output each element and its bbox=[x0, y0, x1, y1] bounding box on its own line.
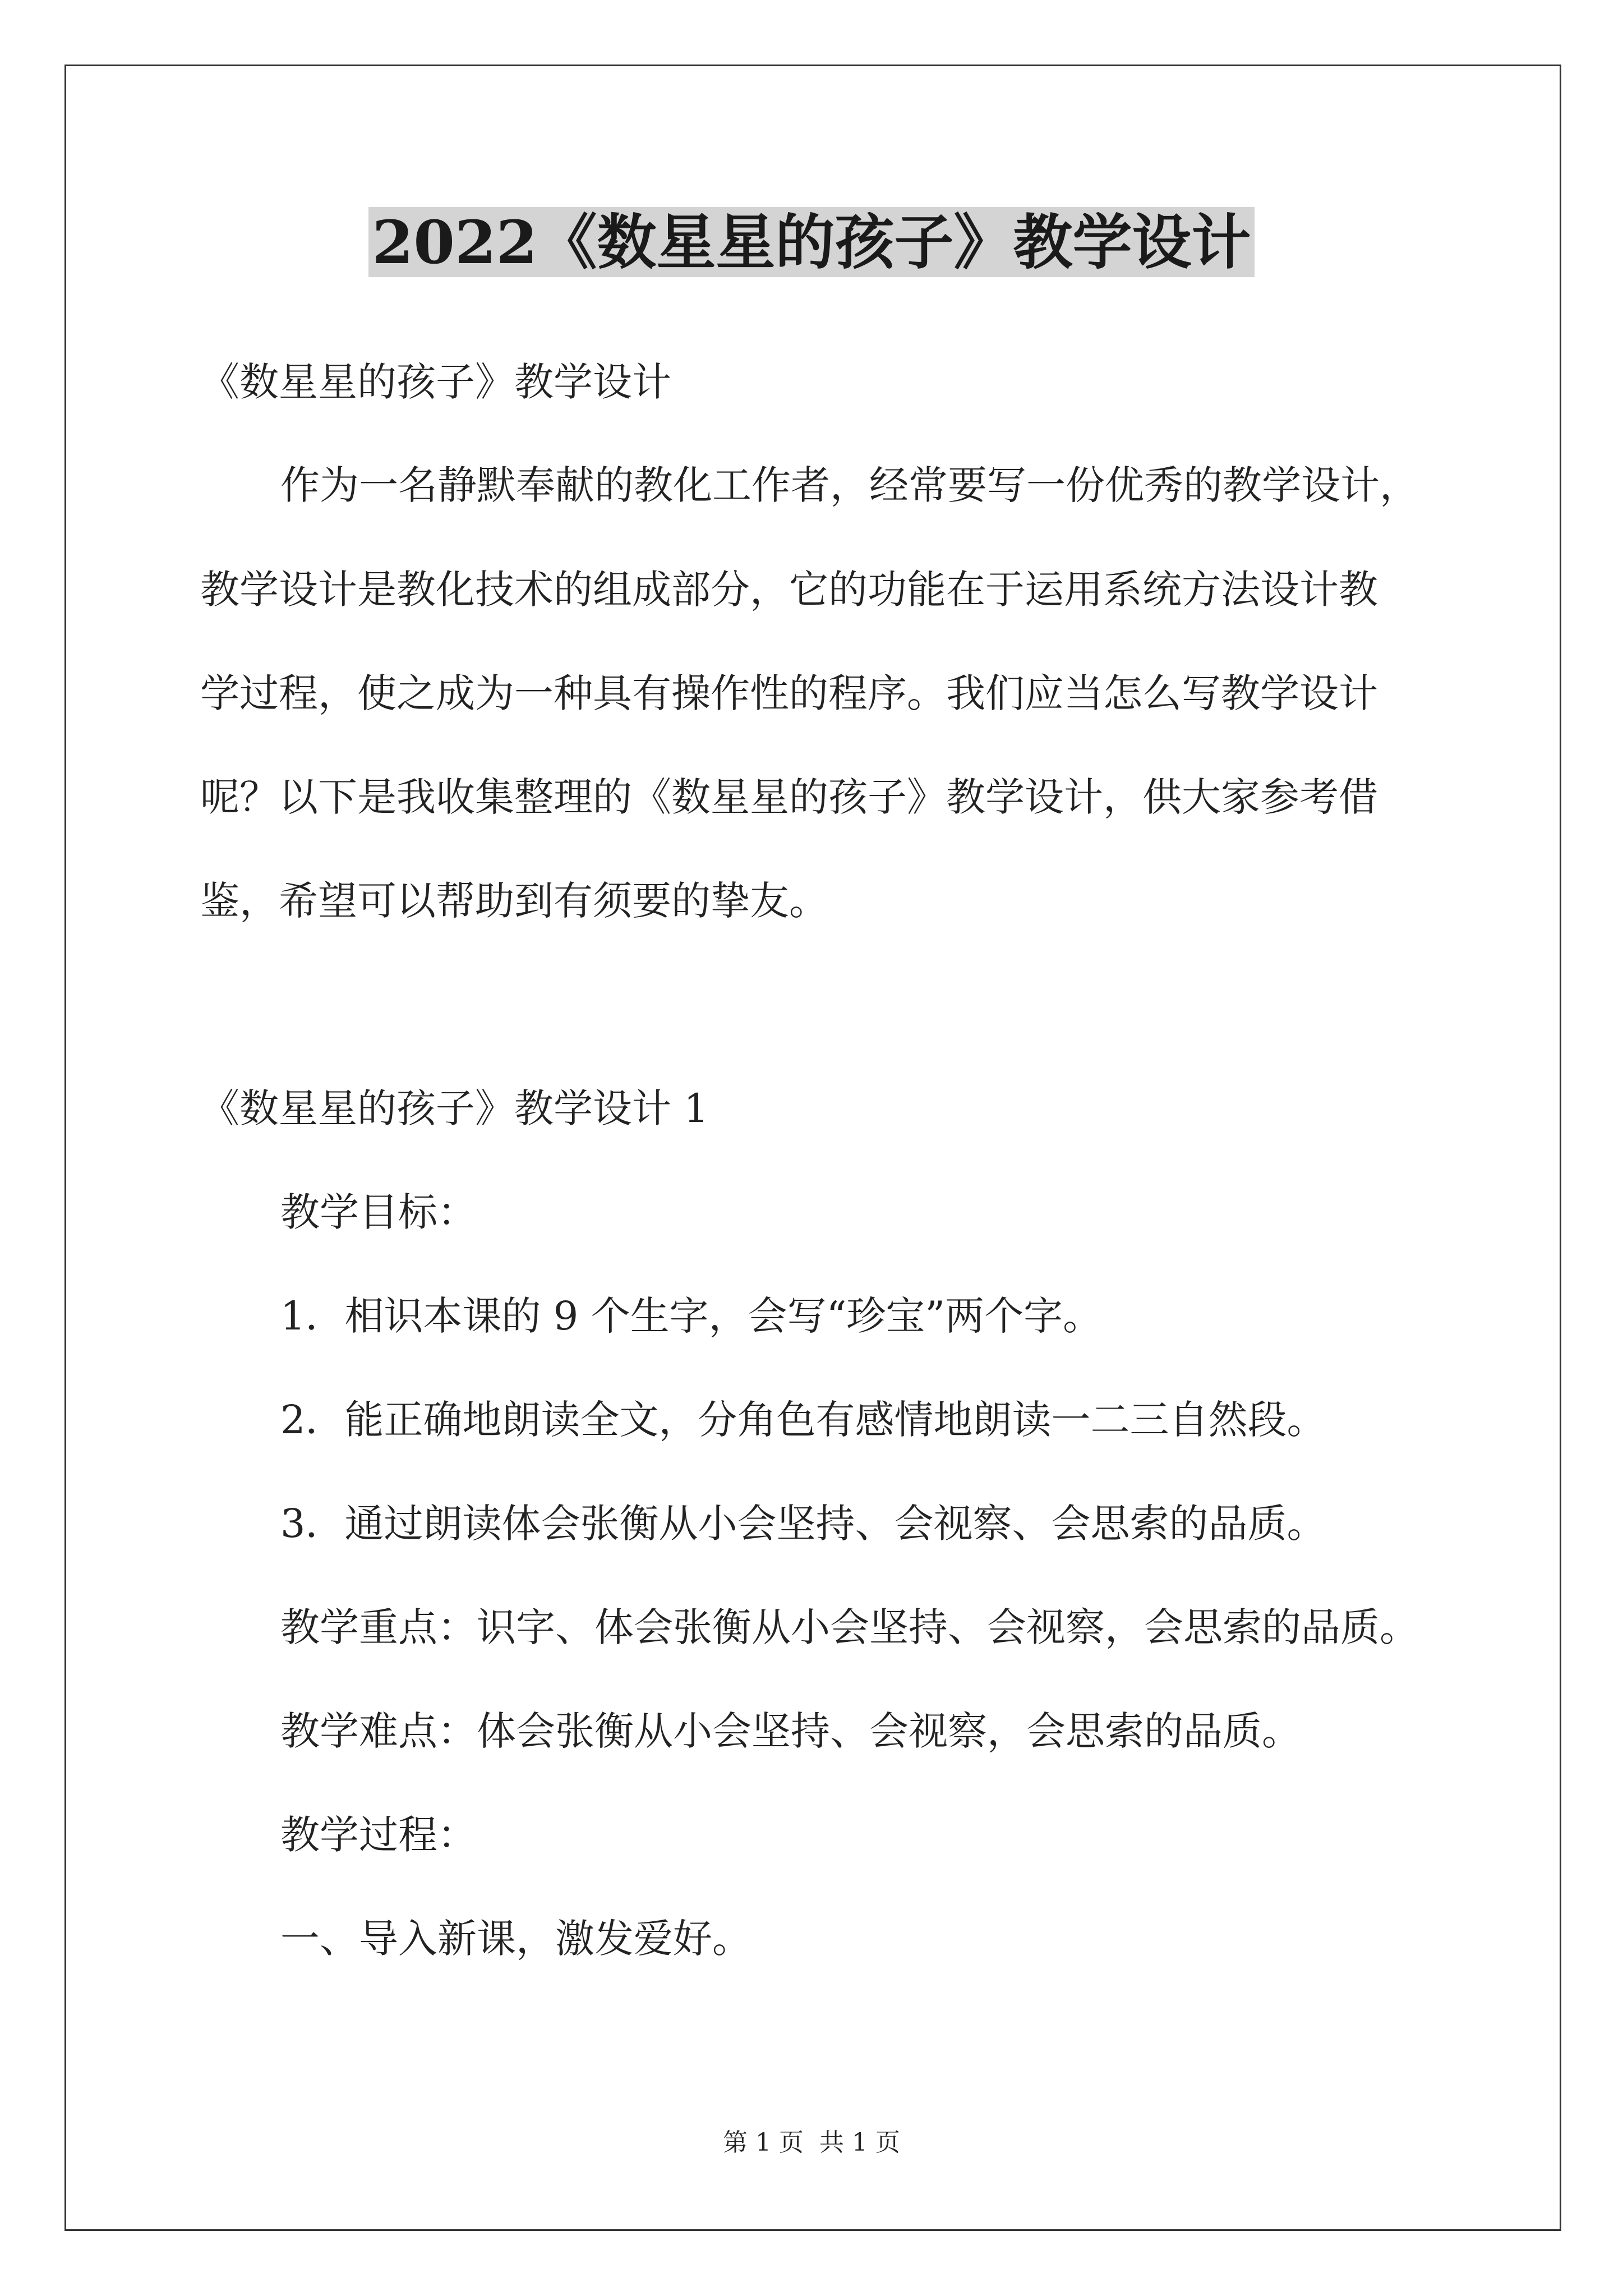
body-line-key-points: 教学重点：识字、体会张衡从小会坚持、会视察，会思索的品质。 bbox=[280, 1604, 1419, 1650]
title-text: 2022《数星星的孩子》教学设计 bbox=[368, 207, 1254, 277]
section-heading: 《数星星的孩子》教学设计 1 bbox=[200, 1085, 709, 1131]
subtitle: 《数星星的孩子》教学设计 bbox=[200, 359, 671, 405]
intro-line-1: 作为一名静默奉献的教化工作者，经常要写一份优秀的教学设计， bbox=[280, 462, 1419, 508]
intro-line-3: 学过程，使之成为一种具有操作性的程序。我们应当怎么写教学设计 bbox=[200, 670, 1378, 716]
body-line-objective-3: 3．通过朗读体会张衡从小会坚持、会视察、会思索的品质。 bbox=[280, 1501, 1326, 1547]
body-line-objective-2: 2．能正确地朗读全文，分角色有感情地朗读一二三自然段。 bbox=[280, 1397, 1326, 1443]
body-line-step-1: 一、导入新课，激发爱好。 bbox=[280, 1916, 751, 1962]
intro-line-2: 教学设计是教化技术的组成部分，它的功能在于运用系统方法设计教 bbox=[200, 567, 1378, 613]
page-footer bbox=[0, 2123, 1623, 2162]
intro-line-4: 呢？以下是我收集整理的《数星星的孩子》教学设计，供大家参考借 bbox=[200, 774, 1378, 820]
page-title bbox=[0, 200, 1623, 284]
body-line-objectives: 教学目标： bbox=[280, 1189, 477, 1235]
body-line-process: 教学过程： bbox=[280, 1812, 477, 1858]
intro-line-5: 鉴，希望可以帮助到有须要的挚友。 bbox=[200, 878, 828, 924]
page-number-total: 共 1 页 bbox=[819, 2128, 900, 2157]
body-line-difficulties: 教学难点：体会张衡从小会坚持、会视察，会思索的品质。 bbox=[280, 1708, 1301, 1754]
body-line-objective-1: 1．相识本课的 9 个生字，会写“珍宝”两个字。 bbox=[280, 1293, 1103, 1339]
page-number-current: 第 1 页 bbox=[723, 2128, 804, 2157]
